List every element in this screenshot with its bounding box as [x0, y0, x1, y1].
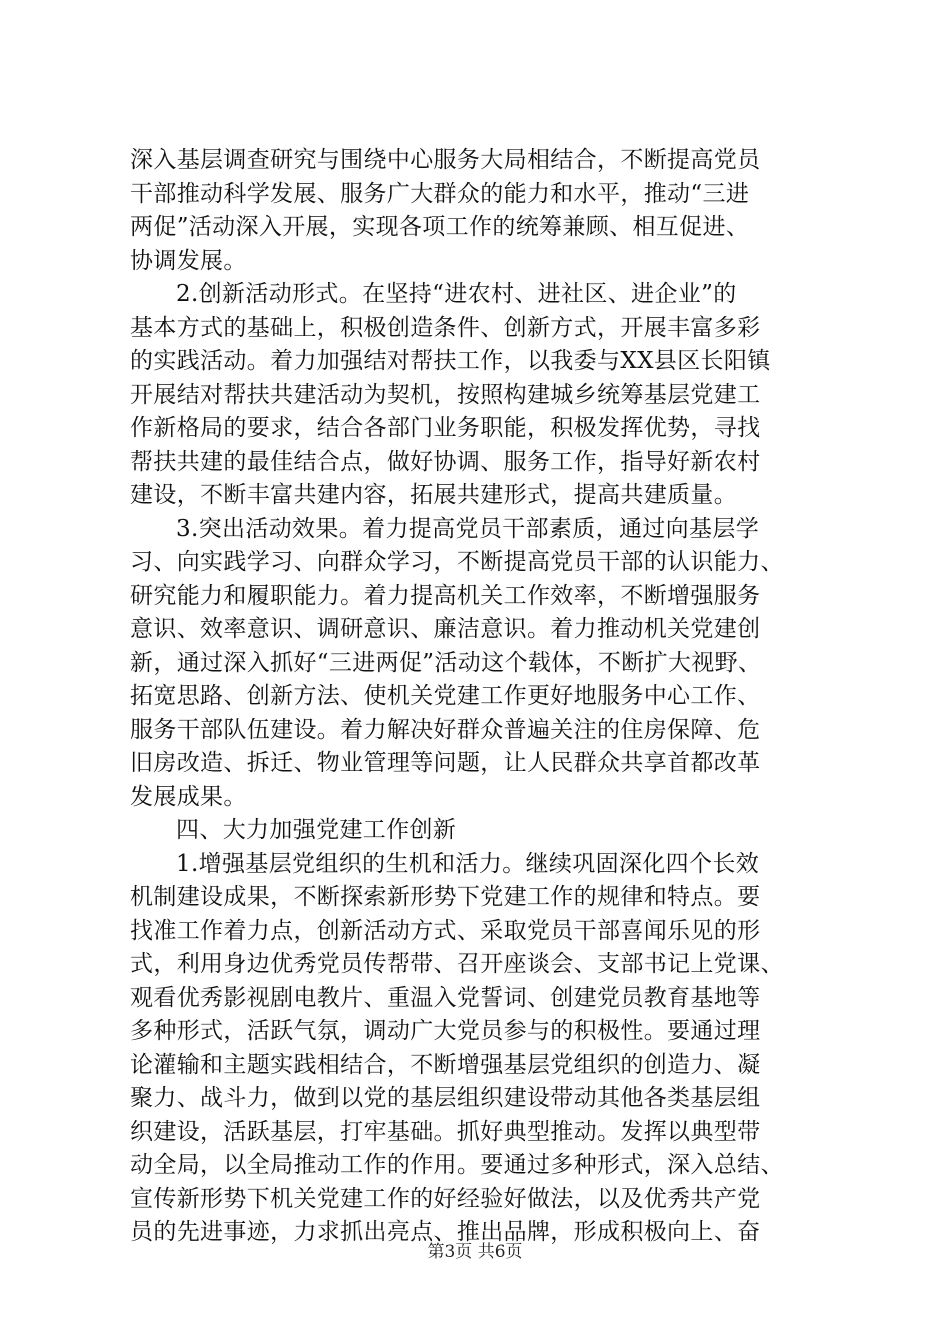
paragraph-start-line: 1.增强基层党组织的生机和活力。继续巩固深化四个长效 — [176, 850, 760, 877]
text-line: 式，利用身边优秀党员传帮带、召开座谈会、支部书记上党课、 — [130, 951, 784, 977]
text-line: 帮扶共建的最佳结合点，做好协调、服务工作，指导好新农村 — [130, 448, 761, 475]
text-line: 协调发展。 — [130, 247, 247, 274]
section-heading: 四、大力加强党建工作创新 — [176, 817, 457, 843]
text-line: 找准工作着力点，创新活动方式、采取党员干部喜闻乐见的形 — [130, 917, 761, 944]
text-line: 的实践活动。着力加强结对帮扶工作，以我委与XX县区长阳镇 — [130, 348, 771, 374]
text-line: 服务干部队伍建设。着力解决好群众普遍关注的住房保障、危 — [130, 716, 761, 743]
paragraph-start-line: 2.创新活动形式。在坚持“进农村、进社区、进企业”的 — [176, 281, 737, 307]
text-line: 拓宽思路、创新方法、使机关党建工作更好地服务中心工作、 — [130, 683, 761, 709]
text-line: 织建设，活跃基层，打牢基础。抓好典型推动。发挥以典型带 — [130, 1118, 761, 1145]
text-line: 机制建设成果，不断探索新形势下党建工作的规律和特点。要 — [130, 884, 761, 910]
text-line: 新，通过深入抓好“三进两促”活动这个载体，不断扩大视野、 — [130, 649, 762, 676]
text-line: 多种形式，活跃气氛，调动广大党员参与的积极性。要通过理 — [130, 1018, 761, 1044]
text-line: 动全局，以全局推动工作的作用。要通过多种形式，深入总结、 — [130, 1152, 784, 1178]
text-line: 发展成果。 — [130, 783, 247, 810]
text-line: 员的先进事迹，力求抓出亮点、推出品牌，形成积极向上、奋 — [130, 1219, 761, 1245]
text-line: 研究能力和履职能力。着力提高机关工作效率，不断增强服务 — [130, 582, 761, 609]
text-line: 意识、效率意识、调研意识、廉洁意识。着力推动机关党建创 — [130, 616, 761, 642]
paragraph-start-line: 3.突出活动效果。着力提高党员干部素质，通过向基层学 — [176, 515, 760, 542]
text-line: 论灌输和主题实践相结合，不断增强基层党组织的创造力、凝 — [130, 1051, 761, 1078]
text-line: 聚力、战斗力，做到以党的基层组织建设带动其他各类基层组 — [130, 1085, 761, 1111]
text-line: 深入基层调查研究与围绕中心服务大局相结合，不断提高党员 — [130, 147, 761, 173]
text-line: 两促”活动深入开展，实现各项工作的统筹兼顾、相互促进、 — [130, 214, 750, 240]
text-line: 习、向实践学习、向群众学习，不断提高党员干部的认识能力、 — [130, 549, 784, 575]
text-line: 作新格局的要求，结合各部门业务职能，积极发挥优势，寻找 — [130, 415, 761, 441]
text-line: 开展结对帮扶共建活动为契机，按照构建城乡统筹基层党建工 — [130, 381, 761, 408]
page-footer — [0, 1240, 950, 1264]
body-text — [130, 144, 830, 1250]
text-line: 干部推动科学发展、服务广大群众的能力和水平，推动“三进 — [130, 180, 750, 207]
text-line: 基本方式的基础上，积极创造条件、创新方式，开展丰富多彩 — [130, 314, 761, 341]
text-line: 宣传新形势下机关党建工作的好经验好做法，以及优秀共产党 — [130, 1185, 761, 1212]
page-number: 第3页 共6页 — [427, 1242, 523, 1262]
text-line: 旧房改造、拆迁、物业管理等问题，让人民群众共享首都改革 — [130, 750, 761, 776]
text-line: 观看优秀影视剧电教片、重温入党誓词、创建党员教育基地等 — [130, 984, 761, 1011]
text-line: 建设，不断丰富共建内容，拓展共建形式，提高共建质量。 — [130, 482, 738, 508]
